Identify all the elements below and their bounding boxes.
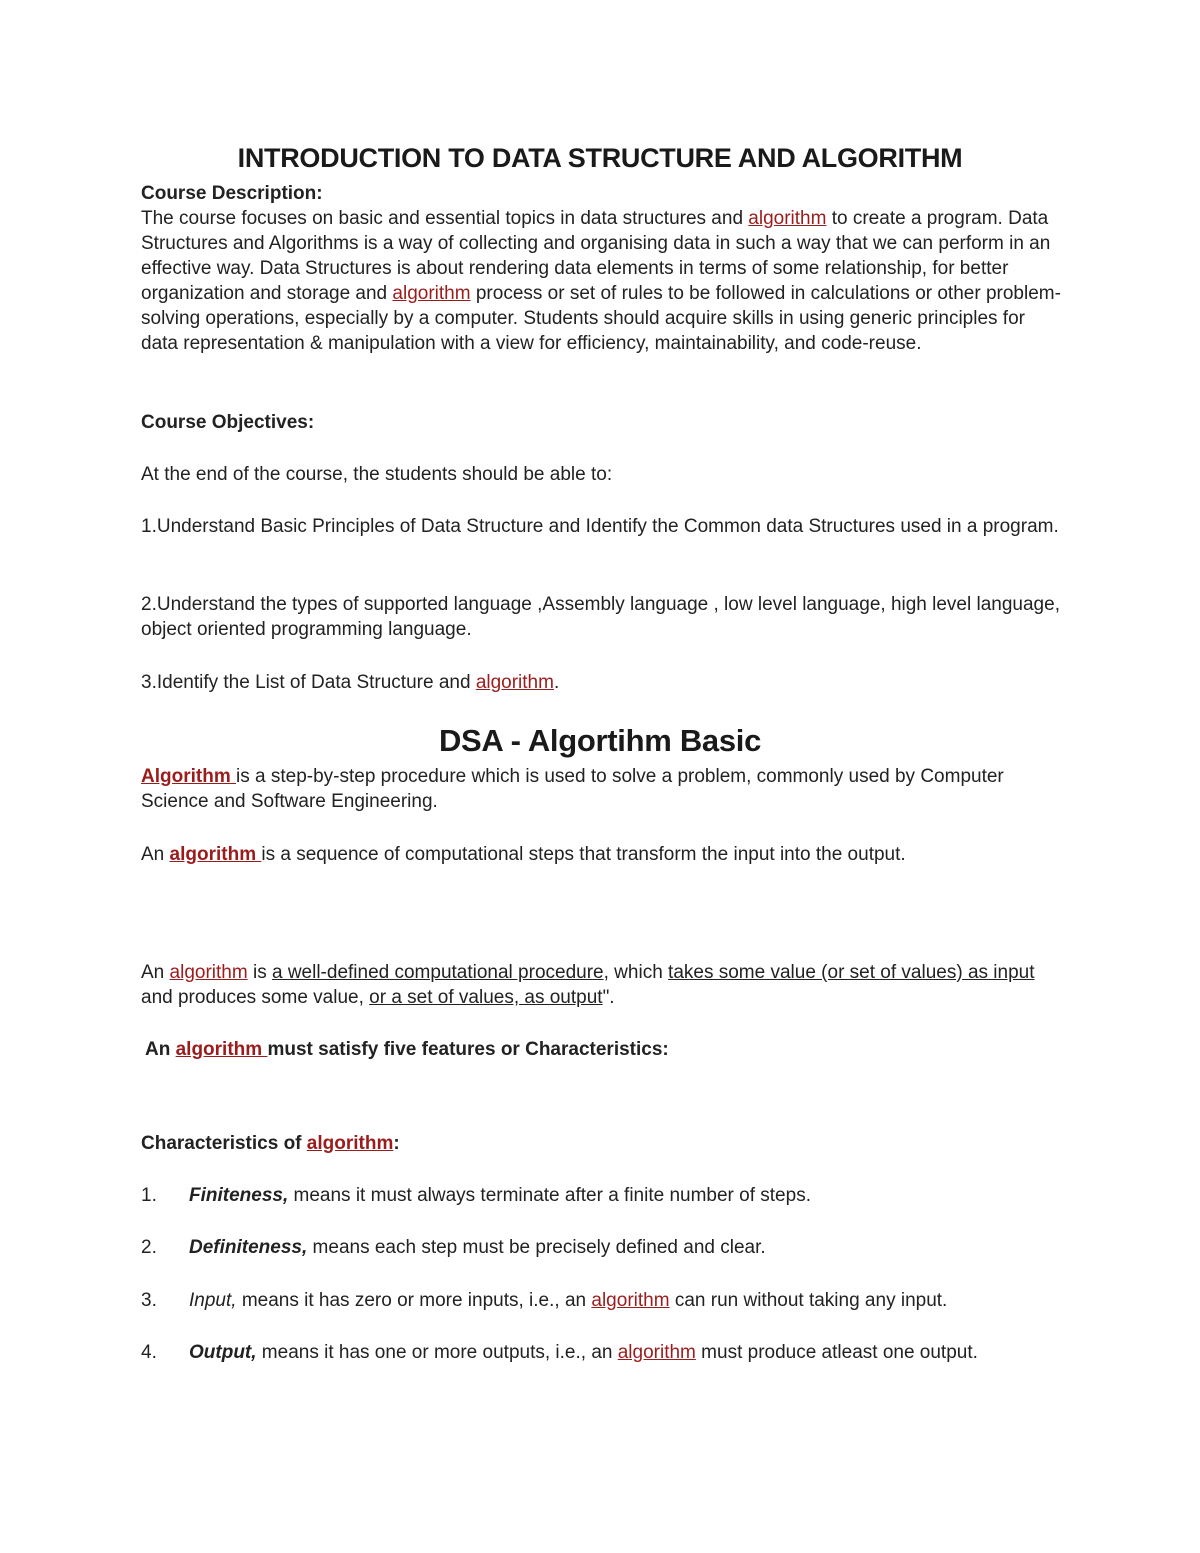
objective-3: 3.Identify the List of Data Structure and algorithm. [141, 672, 560, 693]
algorithm-link[interactable]: algorithm [748, 208, 827, 229]
features-statement: An algorithm must satisfy five features or Characteristics: [145, 1039, 669, 1060]
objective-1: 1.Understand Basic Principles of Data Structure and Identify the Common data Structures used in a program. [141, 516, 1059, 537]
document-title: INTRODUCTION TO DATA STRUCTURE AND ALGORITHM [237, 143, 963, 173]
algorithm-link[interactable]: algorithm [392, 283, 471, 304]
characteristic-item: 3. Input, means it has zero or more inputs, i.e., an algorithm can run without taking any input. [141, 1290, 948, 1311]
course-objectives-label: Course Objectives: [141, 412, 315, 433]
course-description-text: The course focuses on basic and essential topics in data structures and algorithm to create a program. Data Structures and Algorithms is a way of collecting and organising data in such a way that we can perform in an effective way. Data Structures is about rendering data elements in terms of some relationship, for better organization and storage and algorithm process or set of rules to be followed in calculations or other problem-solving operations, especially by a computer. Students should acquire skills in using generic principles for data representation & manipulation with a view for efficiency, maintainability, and code-reuse. [141, 208, 1061, 354]
definition-1: Algorithm is a step-by-step procedure which is used to solve a problem, commonly used by Computer Science and Software Engineering. [141, 766, 1004, 812]
algorithm-link[interactable]: algorithm [306, 1133, 394, 1154]
objective-2: 2.Understand the types of supported language ,Assembly language , low level language, high level language, object oriented programming language. [141, 594, 1060, 640]
course-description [141, 181, 1061, 356]
algorithm-link[interactable]: Algorithm [141, 766, 236, 787]
algorithm-link[interactable]: algorithm [175, 1039, 268, 1060]
algorithm-link[interactable]: algorithm [617, 1342, 696, 1363]
definition-3: An algorithm is a well-defined computational procedure, which takes some value (or set of values) as input and produces some value, or a set of values, as output". [141, 962, 1035, 1008]
algorithm-link[interactable]: algorithm [169, 962, 248, 983]
algorithm-link[interactable]: algorithm [475, 672, 554, 693]
section-title: DSA - Algortihm Basic [438, 723, 762, 758]
characteristics-label: Characteristics of algorithm: [141, 1133, 400, 1154]
definition-2: An algorithm is a sequence of computational steps that transform the input into the output. [141, 844, 906, 865]
objectives-intro: At the end of the course, the students should be able to: [141, 464, 613, 485]
characteristic-item: 1. Finiteness, means it must always terminate after a finite number of steps. [141, 1185, 811, 1206]
algorithm-link[interactable]: algorithm [591, 1290, 670, 1311]
course-description-label: Course Description: [141, 183, 323, 204]
characteristic-item: 4. Output, means it has one or more outputs, i.e., an algorithm must produce atleast one output. [141, 1342, 978, 1363]
algorithm-link[interactable]: algorithm [169, 844, 262, 865]
characteristic-item: 2. Definiteness, means each step must be precisely defined and clear. [141, 1237, 766, 1258]
